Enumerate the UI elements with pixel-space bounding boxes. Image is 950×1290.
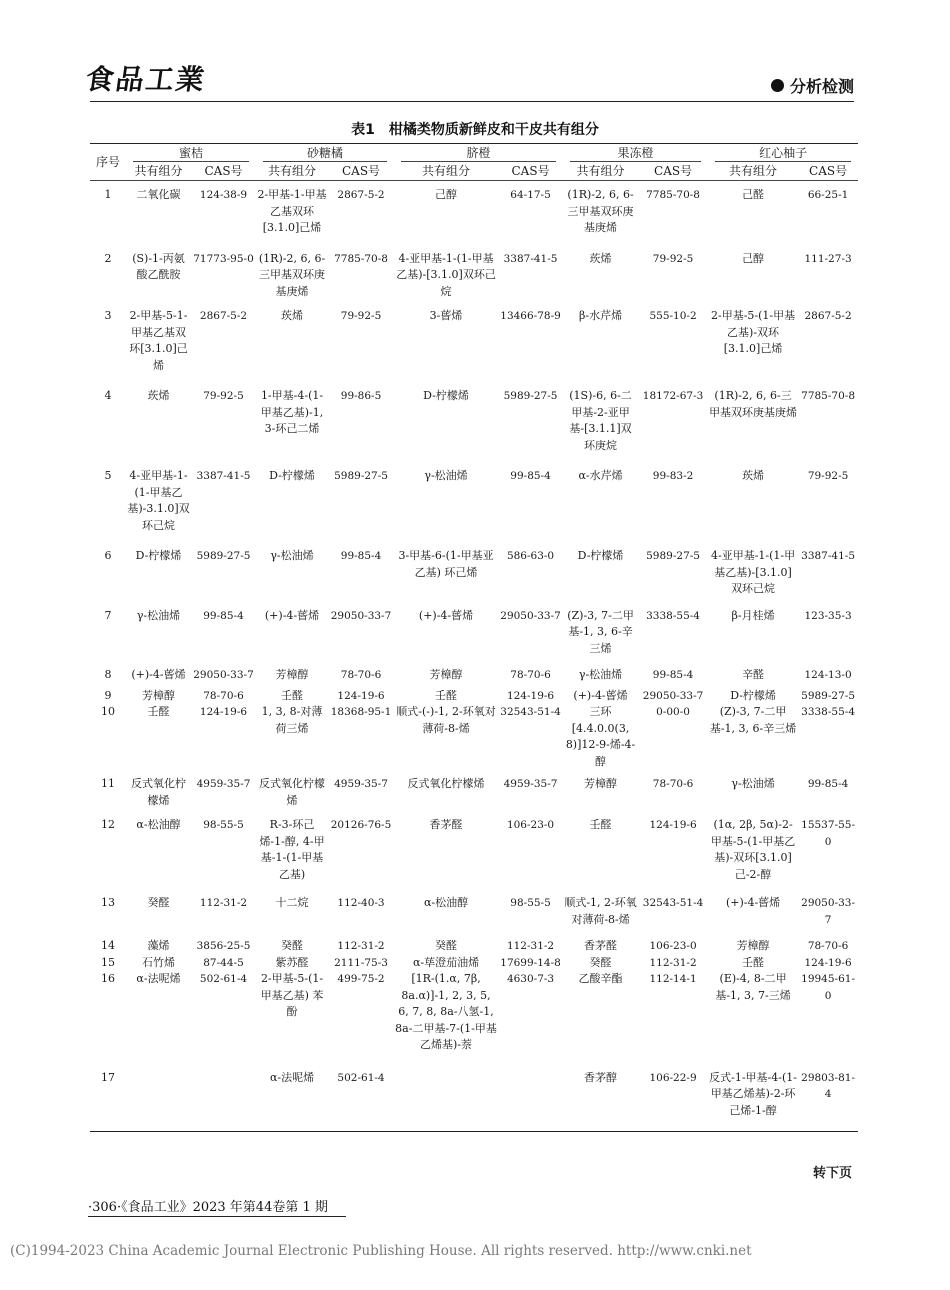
cas-cell: 7785-70-8	[646, 189, 700, 201]
cas-cell: 79-92-5	[340, 310, 382, 322]
data-table-wrapper	[90, 143, 858, 1132]
row-number: 15	[101, 955, 115, 969]
cas-cell: 7785-70-8	[801, 390, 855, 402]
component-cell: 4-亚甲基-1-(1-甲基乙基)-[3.1.0]双环己烷	[396, 251, 496, 298]
subheader-cas: CAS号	[638, 163, 708, 181]
component-cell: R-3-环己烯-1-醇, 4-甲基-1-(1-甲基乙基)	[259, 818, 325, 881]
cas-cell: 502-61-4	[199, 973, 248, 985]
component-cell: (1α, 2β, 5α)-2-甲基-5-(1-甲基乙基)-双环[3.1.0]己-2-醇	[710, 818, 796, 881]
table-number: 表1	[351, 122, 375, 138]
component-cell: 3-蒈烯	[429, 309, 463, 322]
cas-cell: 0-00-0	[656, 706, 690, 718]
component-cell: 香茅醛	[429, 818, 463, 831]
row-number: 3	[104, 309, 112, 322]
cas-cell: 2867-5-2	[337, 189, 385, 201]
cas-cell: 5989-27-5	[503, 390, 558, 402]
page-footer: ·306·《食品工业》2023 年第44卷第 1 期	[88, 1196, 346, 1217]
component-cell: 壬醛	[589, 818, 612, 831]
table-row	[90, 657, 858, 684]
copyright-line: (C)1994-2023 China Academic Journal Electronic Publishing House. All rights reserved. http://www.cnki.net	[10, 1243, 752, 1259]
cas-cell: 2867-5-2	[804, 310, 852, 322]
component-cell: 芳樟醇	[736, 939, 770, 952]
row-number: 2	[104, 251, 112, 265]
component-cell: (+)-4-蒈烯	[418, 608, 474, 622]
data-table	[90, 143, 858, 1132]
row-number: 1	[104, 188, 112, 201]
cas-cell: 499-75-2	[337, 973, 385, 985]
component-cell: α-松油醇	[423, 896, 469, 909]
subheader-component: 共有组分	[708, 163, 798, 181]
component-cell: 辛醛	[742, 668, 765, 681]
component-cell: 十二烷	[275, 896, 309, 909]
table-row	[90, 181, 858, 237]
component-cell: α-荜澄茄油烯	[412, 955, 480, 969]
table-row	[90, 374, 858, 454]
header-rule	[90, 101, 854, 102]
component-cell: 4-亚甲基-1-(1-甲基乙基)-3.1.0]双环己烷	[127, 469, 190, 532]
cas-cell: 586-63-0	[506, 550, 555, 562]
cas-cell: 78-70-6	[340, 669, 382, 681]
component-cell: 4-亚甲基-1-(1-甲基乙基)-[3.1.0]双环己烷	[710, 549, 796, 595]
component-cell: 莰烯	[281, 309, 304, 322]
component-cell: (1R)-2, 6, 6-三甲基双环庚基庚烯	[258, 251, 326, 298]
cas-cell: 3856-25-5	[196, 940, 251, 952]
cas-cell: 5989-27-5	[801, 689, 855, 702]
subheader-cas: CAS号	[498, 163, 563, 181]
component-cell: 三环[4.4.0.0(3, 8)]12-9-烯-4-醇	[565, 705, 636, 768]
component-cell: β-月桂烯	[731, 608, 775, 622]
cas-cell: 32543-51-4	[642, 897, 704, 909]
cas-cell: 3338-55-4	[646, 609, 700, 622]
table-caption: 柑橘类物质新鲜皮和干皮共有组分	[388, 122, 599, 138]
table-row	[90, 971, 858, 1054]
table-body	[90, 181, 858, 1132]
cas-cell: 124-19-6	[506, 689, 555, 702]
subheader-component: 共有组分	[256, 163, 328, 181]
table-row	[90, 928, 858, 955]
cas-cell: 5989-27-5	[334, 470, 388, 482]
cas-cell: 15537-55-0	[801, 819, 855, 848]
component-cell: (Z)-3, 7-二甲基-1, 3, 6-辛三烯	[709, 705, 797, 735]
component-cell: [1R-(1.α, 7β, 8a.α)]-1, 2, 3, 5, 6, 7, 8, 8a-八氢-1, 8a-二甲基-7-(1-甲基乙烯基)-萘	[395, 972, 497, 1051]
cas-cell: 99-85-4	[652, 669, 694, 681]
subheader-cas: CAS号	[191, 163, 256, 181]
cas-cell: 5989-27-5	[646, 550, 700, 562]
component-cell: 己醛	[742, 188, 765, 201]
subheader-component: 共有组分	[563, 163, 638, 181]
cas-cell: 99-86-5	[340, 390, 382, 402]
cas-cell: 18172-67-3	[642, 390, 704, 402]
component-cell: 己醇	[435, 188, 458, 201]
component-cell: 香茅醛	[584, 939, 618, 952]
cas-cell: 112-31-2	[506, 940, 555, 952]
cas-cell: 29050-33-7	[801, 897, 855, 926]
component-cell: 顺式-(-)-1, 2-环氧对薄荷-8-烯	[396, 705, 496, 735]
group-header: 砂糖橘	[256, 144, 394, 164]
component-cell: (1R)-2, 6, 6-三甲基双环庚基庚烯	[709, 389, 798, 419]
group-header: 脐橙	[394, 144, 563, 164]
component-cell: 芳樟醇	[429, 668, 463, 681]
cas-cell: 112-31-2	[649, 956, 697, 969]
table-row	[90, 534, 858, 598]
component-cell: (1S)-6, 6-二甲基-2-亚甲基-[3.1.1]双环庚烷	[569, 389, 632, 452]
component-cell: 芳樟醇	[584, 777, 618, 790]
component-cell: 癸醛	[281, 939, 304, 952]
table-row	[90, 770, 858, 809]
cas-cell: 112-31-2	[199, 897, 248, 909]
component-cell: 莰烯	[589, 251, 612, 265]
component-cell: (+)-4-蒈烯	[573, 688, 628, 702]
table-row	[90, 704, 858, 770]
table-row	[90, 300, 858, 374]
cas-cell: 124-19-6	[337, 689, 385, 702]
cas-cell: 99-85-4	[203, 609, 244, 622]
component-cell: (+)-4-蒈烯	[725, 896, 781, 909]
cas-cell: 79-92-5	[652, 252, 694, 265]
cas-cell: 3338-55-4	[801, 706, 855, 718]
component-cell: 芳樟醇	[275, 668, 309, 681]
component-cell: 癸醛	[147, 896, 170, 909]
cas-cell: 123-35-3	[804, 609, 852, 622]
cas-cell: 99-85-4	[807, 778, 849, 790]
row-number: 5	[104, 469, 112, 482]
cas-cell: 13466-78-9	[500, 310, 561, 322]
component-cell: 莰烯	[147, 389, 170, 402]
cas-cell	[191, 1054, 256, 1132]
component-cell: γ-松油烯	[270, 549, 314, 562]
component-cell: 壬醛	[742, 955, 765, 969]
cas-cell: 79-92-5	[203, 390, 244, 402]
cas-cell: 99-85-4	[340, 550, 382, 562]
row-number: 6	[104, 549, 112, 562]
cas-cell: 99-83-2	[652, 470, 694, 482]
cas-cell: 124-19-6	[199, 706, 248, 718]
cas-cell: 5989-27-5	[196, 550, 251, 562]
cas-cell: 2867-5-2	[199, 310, 248, 322]
bullet-dot-icon	[771, 79, 784, 92]
component-cell: 3-甲基-6-(1-甲基亚乙基) 环己烯	[398, 549, 494, 579]
row-number: 17	[90, 1054, 126, 1132]
group-header: 果冻橙	[563, 144, 708, 164]
component-cell: 乙酸辛酯	[578, 972, 623, 985]
component-cell	[394, 1054, 498, 1132]
cas-cell: 78-70-6	[652, 778, 694, 790]
component-cell: 1-甲基-4-(1-甲基乙基)-1, 3-环己二烯	[260, 389, 324, 435]
cas-cell: 124-19-6	[804, 956, 852, 969]
cas-cell: 124-19-6	[649, 819, 697, 831]
row-number: 10	[101, 705, 115, 718]
section-label: 分析检测	[789, 77, 854, 96]
table-row	[90, 598, 858, 658]
component-cell: α-法呢烯	[136, 972, 181, 985]
section-tag	[771, 74, 854, 97]
cas-cell: 4959-35-7	[503, 778, 558, 790]
component-cell: γ-松油烯	[731, 777, 775, 790]
component-cell: γ-松油烯	[136, 608, 181, 622]
component-cell: 反式氧化柠檬烯	[131, 777, 186, 807]
component-cell: D-柠檬烯	[269, 469, 315, 482]
component-cell: 香茅醇	[563, 1054, 638, 1132]
cas-cell: 29050-33-7	[642, 689, 704, 702]
cas-cell: 98-55-5	[203, 819, 244, 831]
cas-cell: 112-40-3	[337, 897, 385, 909]
cas-cell: 3387-41-5	[196, 470, 251, 482]
cas-cell: 106-23-0	[649, 940, 697, 952]
row-number: 9	[104, 688, 112, 702]
component-cell: 癸醛	[589, 955, 612, 969]
cas-cell: 124-38-9	[199, 189, 248, 201]
component-cell	[126, 1054, 191, 1132]
component-cell: α-水芹烯	[578, 469, 623, 482]
component-cell: 紫苏醛	[275, 955, 309, 969]
subheader-component: 共有组分	[126, 163, 191, 181]
row-number: 8	[104, 668, 112, 681]
component-cell: 2-甲基-5-(1-甲基乙基)-双环[3.1.0]己烯	[710, 309, 796, 355]
cas-cell: 17699-14-8	[500, 956, 561, 969]
continued-next-page: 转下页	[812, 1166, 852, 1181]
table-title	[0, 119, 950, 139]
component-cell: (Z)-3, 7-二甲基-1, 3, 6-辛三烯	[567, 608, 634, 655]
component-cell: 己醇	[742, 251, 765, 265]
cas-cell: 502-61-4	[328, 1054, 394, 1132]
row-number: 4	[104, 389, 112, 402]
cas-cell: 29050-33-7	[330, 609, 392, 622]
component-cell: 癸醛	[435, 939, 458, 952]
cas-cell: 87-44-5	[203, 956, 244, 969]
table-row	[90, 684, 858, 705]
component-cell: γ-松油烯	[578, 668, 623, 681]
subheader-component: 共有组分	[394, 163, 498, 181]
cas-cell: 19945-61-0	[801, 973, 855, 1002]
cas-cell: 3387-41-5	[801, 550, 855, 562]
cas-cell: 555-10-2	[649, 310, 697, 322]
cas-cell: 20126-76-5	[330, 819, 392, 831]
cas-cell: 98-55-5	[510, 897, 551, 909]
component-cell: 2-甲基-1-甲基乙基双环[3.1.0]己烯	[257, 188, 327, 234]
table-row	[90, 454, 858, 534]
cas-cell: 64-17-5	[510, 189, 551, 201]
row-number: 12	[101, 818, 115, 831]
component-cell: (+)-4-蒈烯	[131, 668, 186, 681]
component-cell: (E)-4, 8-二甲基-1, 3, 7-三烯	[715, 972, 791, 1002]
row-number: 16	[101, 972, 115, 985]
table-row	[90, 955, 858, 972]
component-cell: 反式氧化柠檬烯	[407, 777, 485, 790]
component-cell: (1R)-2, 6, 6-三甲基双环庚基庚烯	[567, 188, 634, 234]
component-cell: β-水芹烯	[579, 309, 623, 322]
component-cell: 顺式-1, 2-环氧对薄荷-8-烯	[564, 896, 637, 926]
cas-cell: 99-85-4	[510, 470, 551, 482]
cas-cell: 111-27-3	[804, 252, 852, 265]
cas-cell: 7785-70-8	[334, 252, 388, 265]
component-cell: 芳樟醇	[142, 688, 175, 702]
component-cell: α-法呢烯	[256, 1054, 328, 1132]
cas-cell: 106-22-9	[638, 1054, 708, 1132]
cas-cell: 66-25-1	[807, 189, 849, 201]
table-row	[90, 1054, 858, 1132]
table-subheader-row	[90, 163, 858, 181]
cas-cell: 29803-81-4	[798, 1054, 858, 1132]
cas-cell: 106-23-0	[506, 819, 555, 831]
table-row	[90, 237, 858, 301]
subheader-cas: CAS号	[798, 163, 858, 181]
cas-cell: 4630-7-3	[506, 973, 555, 985]
cas-cell: 78-70-6	[510, 669, 551, 681]
row-number: 11	[101, 777, 115, 790]
component-cell: 二氧化碳	[136, 188, 181, 201]
component-cell: 壬醛	[435, 688, 458, 702]
row-number: 7	[104, 608, 112, 622]
subheader-cas: CAS号	[328, 163, 394, 181]
cas-cell: 112-31-2	[337, 940, 385, 952]
cas-cell: 71773-95-0	[193, 252, 254, 265]
component-cell: 壬醛	[147, 705, 170, 718]
table-row	[90, 883, 858, 928]
cas-cell: 2111-75-3	[334, 956, 388, 969]
cas-cell: 29050-33-7	[500, 609, 561, 622]
component-cell: D-柠檬烯	[730, 688, 776, 702]
component-cell: 反式氧化柠檬烯	[259, 777, 326, 807]
component-cell: 反式-1-甲基-4-(1-甲基乙烯基)-2-环己烯-1-醇	[708, 1054, 798, 1132]
cas-cell: 18368-95-1	[330, 706, 392, 718]
table-header-row	[90, 144, 858, 164]
journal-logo: 食品工業	[83, 63, 209, 96]
cas-cell: 124-13-0	[804, 669, 852, 681]
cas-cell: 112-14-1	[649, 973, 697, 985]
cas-cell: 4959-35-7	[196, 778, 251, 790]
row-number: 13	[101, 896, 115, 909]
group-header: 红心柚子	[708, 144, 858, 164]
cas-cell: 78-70-6	[807, 940, 849, 952]
component-cell: 石竹烯	[142, 955, 175, 969]
component-cell: 壬醛	[281, 688, 304, 702]
col-header-seq: 序号	[90, 144, 126, 181]
table-row	[90, 809, 858, 883]
component-cell: 藻烯	[147, 939, 170, 952]
cas-cell: 79-92-5	[807, 470, 849, 482]
component-cell: γ-松油烯	[424, 469, 468, 482]
component-cell: (+)-4-蒈烯	[264, 608, 320, 622]
component-cell: α-松油醇	[136, 818, 181, 831]
group-header: 蜜桔	[126, 144, 256, 164]
cas-cell: 29050-33-7	[193, 669, 254, 681]
cas-cell: 32543-51-4	[500, 706, 561, 718]
component-cell: 莰烯	[742, 469, 765, 482]
component-cell: 2-甲基-5-1-甲基乙基双环[3.1.0]己烯	[129, 309, 188, 372]
component-cell: D-柠檬烯	[577, 549, 624, 562]
row-number: 14	[101, 939, 115, 952]
cas-cell: 3387-41-5	[503, 252, 558, 265]
component-cell: D-柠檬烯	[135, 549, 182, 562]
component-cell: 2-甲基-5-(1-甲基乙基) 苯酚	[260, 972, 324, 1018]
component-cell: D-柠檬烯	[423, 389, 469, 402]
cas-cell: 4959-35-7	[334, 778, 388, 790]
cas-cell: 78-70-6	[203, 689, 244, 702]
cas-cell	[498, 1054, 563, 1132]
component-cell: 1, 3, 8-对薄荷三烯	[261, 705, 323, 735]
component-cell: (S)-1-丙氨酸乙酰胺	[132, 251, 185, 281]
